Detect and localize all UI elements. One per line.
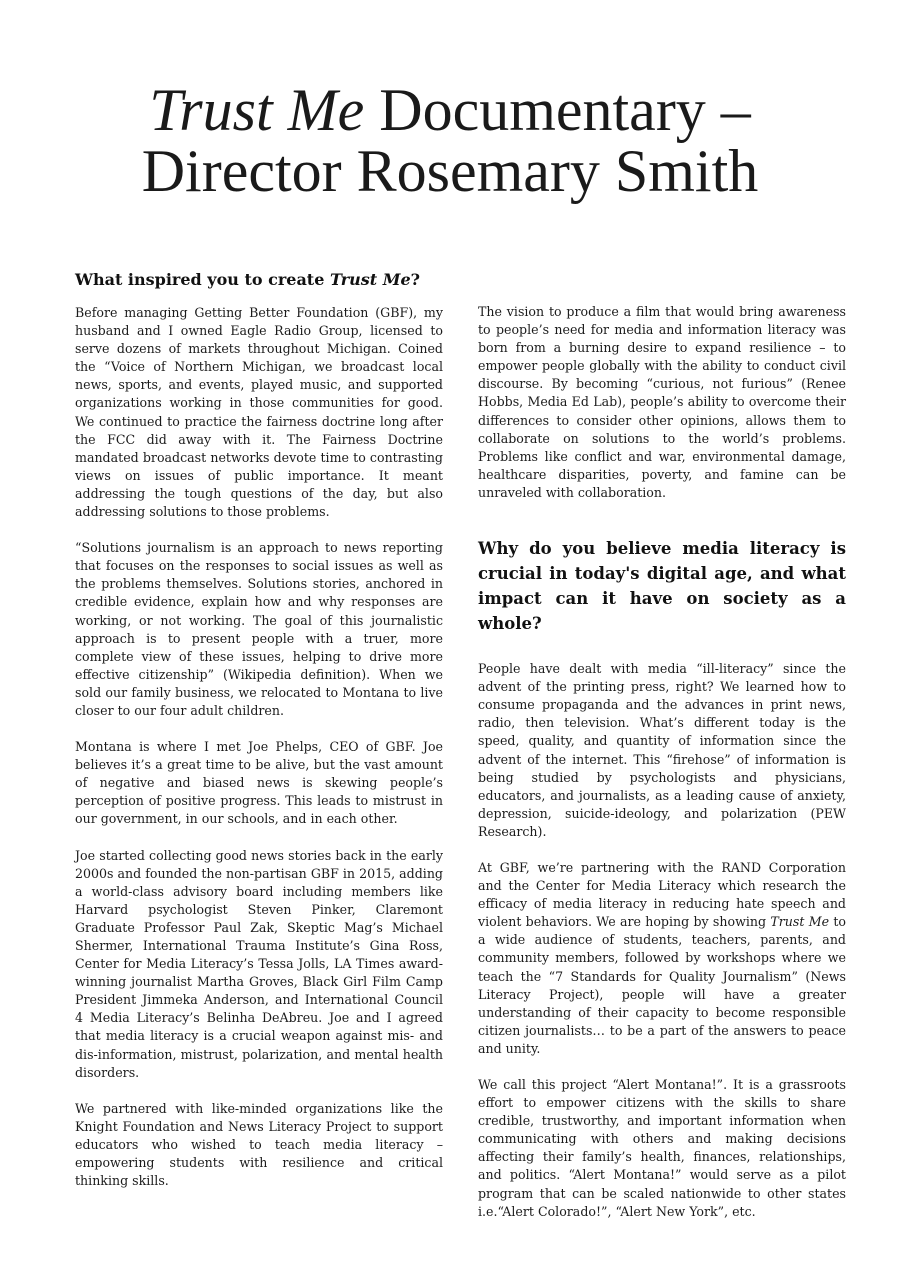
- question-heading-2: Why do you believe media literacy is crucial in today's digital age, and what impact can it have on society as a whole?: [478, 539, 846, 634]
- question-1-end: ?: [410, 270, 420, 289]
- paragraph: [478, 859, 846, 1058]
- paragraph: “Solutions journalism is an approach to news reporting that focuses on the responses to social issues as well as the problems themselves. Solutions stories, anchored in credible evidence, explain how and why responses are working, or not working. The goal of this journalistic approach is to present people with a truer, more complete view of these issues, helping to drive more effective citizenship” (Wikipedia definition). When we sold our family business, we relocated to Montana to live closer to our four adult children.: [75, 540, 443, 718]
- paragraph-italic: Trust Me: [770, 914, 830, 930]
- title-line2: Director Rosemary Smith: [141, 138, 759, 204]
- paragraph-text: At GBF, we’re partnering with the RAND Corporation and the Center for Media Literacy which research the efficacy of media literacy in reducing hate speech and violent behaviors. We are hoping by showing: [478, 859, 846, 930]
- paragraph-text: to a wide audience of students, teachers, parents, and community members, followed by workshops where we teach the “7 Standards for Quality Journalism” (News Literacy Project), people will have a greater understanding of their capacity to become responsible citizen journalists… to be a part of the answers to peace and unity.: [478, 914, 846, 1056]
- title-line1-rest: Documentary –: [364, 77, 751, 143]
- right-column: [478, 303, 846, 1239]
- question-heading-1: [75, 268, 443, 292]
- paragraph: Montana is where I met Joe Phelps, CEO of GBF. Joe believes it’s a great time to be alive, but the vast amount of negative and biased news is skewing people’s perception of positive progress. This leads to mistrust in our government, in our schools, and in each other.: [75, 739, 443, 827]
- paragraph: People have dealt with media “ill-literacy” since the advent of the printing press, right? We learned how to consume propaganda and the advances in print news, radio, then television. What’s different today is the speed, quality, and quantity of information since the advent of the internet. This “firehose” of information is being studied by psychologists and physicians, educators, and journalists, as a leading cause of anxiety, depression, suicide-ideology, and polarization (PEW Research).: [478, 661, 846, 839]
- paragraph: The vision to produce a film that would bring awareness to people’s need for media and information literacy was born from a burning desire to expand resilience – to empower people globally with the ability to conduct civil discourse. By becoming “curious, not furious” (Renee Hobbs, Media Ed Lab), people’s ability to overcome their differences to consider other opinions, allows them to collaborate on solutions to the world’s problems. Problems like conflict and war, environmental damage, healthcare disparities, poverty, and famine can be unraveled with collaboration.: [478, 304, 846, 500]
- title-italic: Trust Me: [149, 77, 365, 143]
- paragraph: Before managing Getting Better Foundation (GBF), my husband and I owned Eagle Radio Group, licensed to serve dozens of markets throughout Michigan. Coined the “Voice of Northern Michigan, we broadcast local news, sports, and events, played music, and supported organizations working in those communities for good. We continued to practice the fairness doctrine long after the FCC did away with it. The Fairness Doctrine mandated broadcast networks devote time to contrasting views on issues of public importance. It meant addressing the tough questions of the day, but also addressing solutions to those problems.: [75, 305, 443, 520]
- question-1-italic: Trust Me: [329, 270, 411, 289]
- paragraph: We call this project “Alert Montana!”. It is a grassroots effort to empower citizens with the skills to share credible, trustworthy, and important information when communicating with others and making decisions affecting their family’s health, finances, relationships, and politics. “Alert Montana!” would serve as a pilot program that can be scaled nationwide to other states i.e.“Alert Colorado!”, “Alert New York”, etc.: [478, 1077, 846, 1219]
- left-column: [75, 268, 443, 1208]
- page-title: [0, 77, 900, 204]
- paragraph: We partnered with like-minded organizations like the Knight Foundation and News Literacy Project to support educators who wished to teach media literacy – empowering students with resilience and critical thinking skills.: [75, 1100, 443, 1189]
- paragraph: Joe started collecting good news stories back in the early 2000s and founded the non-partisan GBF in 2015, adding a world-class advisory board including members like Harvard psychologist Steven Pinker, Claremont Graduate Professor Paul Zak, Skeptic Mag’s Michael Shermer, International Trauma Institute’s Gina Ross, Center for Media Literacy’s Tessa Jolls, LA Times award-winning journalist Martha Groves, Black Girl Film Camp President Jimmeka Anderson, and International Council 4 Media Literacy’s Belinha DeAbreu. Joe and I agreed that media literacy is a crucial weapon against mis- and dis-information, mistrust, polarization, and mental health disorders.: [75, 847, 443, 1080]
- question-1-text: What inspired you to create: [75, 270, 330, 289]
